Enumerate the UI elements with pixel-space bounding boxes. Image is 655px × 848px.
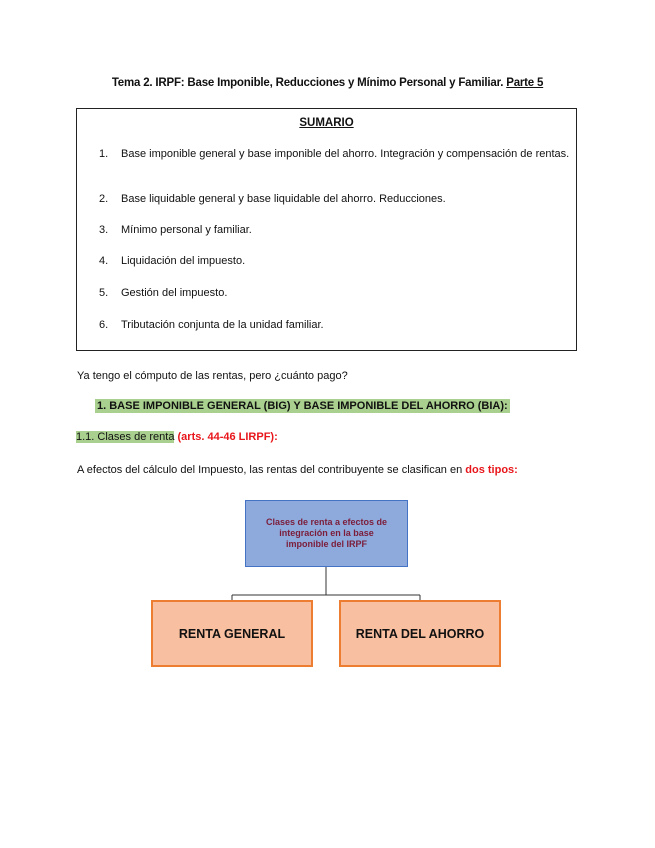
title-main: Tema 2. IRPF: Base Imponible, Reducciones y Mínimo Personal y Familiar. [111, 77, 507, 89]
summary-item-number: 5. [99, 287, 109, 299]
summary-heading: SUMARIO [299, 117, 354, 129]
summary-item-number: 2. [99, 193, 109, 205]
diagram-root-box [245, 500, 408, 567]
summary-item-text: Base liquidable general y base liquidable del ahorro. Reducciones. [121, 193, 446, 205]
summary-item-number: 6. [99, 319, 109, 331]
diagram-box-general [151, 600, 313, 667]
section-heading: 1. BASE IMPONIBLE GENERAL (BIG) Y BASE IMPONIBLE DEL AHORRO (BIA): [97, 400, 508, 412]
diagram-right-label: RENTA DEL AHORRO [355, 626, 485, 641]
summary-item-text: Liquidación del impuesto. [121, 255, 246, 267]
diagram-root-label: Clases de renta a efectos de integración en la base imponible del IRPF [265, 517, 388, 549]
subsection-reference: (arts. 44-46 LIRPF): [174, 431, 278, 443]
intro-paragraph: Ya tengo el cómputo de las rentas, pero ¿cuánto pago? [77, 370, 348, 382]
diagram-box-ahorro [339, 600, 501, 667]
summary-item-number: 4. [99, 255, 109, 267]
summary-item-text: Tributación conjunta de la unidad familiar. [121, 319, 324, 331]
subsection-label: 1.1. Clases de renta [76, 431, 175, 443]
summary-item-number: 3. [99, 224, 109, 236]
summary-item-text: Base imponible general y base imponible del ahorro. Integración y compensación de rentas. [121, 148, 570, 160]
title-part: Parte 5 [506, 77, 544, 89]
summary-item-text: Gestión del impuesto. [121, 287, 228, 299]
summary-item-number: 1. [99, 148, 109, 160]
summary-item-text: Mínimo personal y familiar. [121, 224, 252, 236]
paragraph-text: A efectos del cálculo del Impuesto, las rentas del contribuyente se clasifican en [77, 464, 466, 476]
paragraph-emphasis: dos tipos: [465, 464, 518, 476]
diagram-left-label: RENTA GENERAL [178, 626, 286, 641]
